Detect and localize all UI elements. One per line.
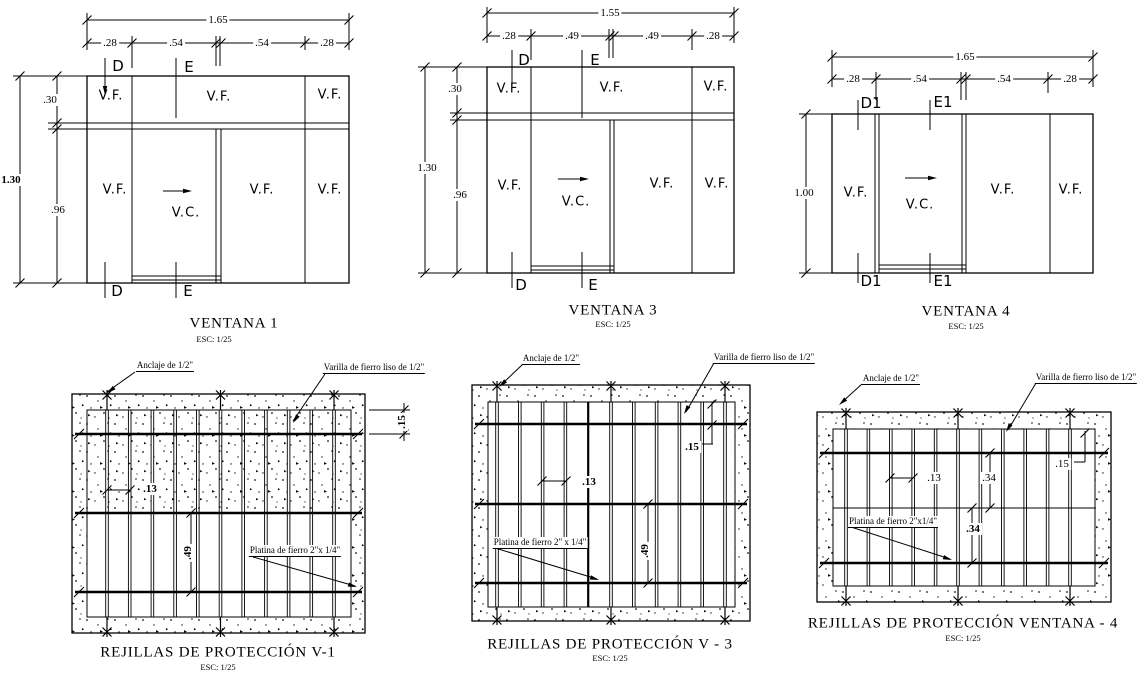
v4-section-d-top: D1: [860, 94, 882, 112]
r1-title: REJILLAS DE PROTECCIÓN V-1: [100, 644, 336, 661]
r3-dim-row-spacing: .49: [639, 544, 651, 558]
v1-cell-label: V.F.: [102, 182, 128, 198]
v3-section-e-bottom: E: [588, 276, 598, 294]
r4-platina-label: Platina de fierro 2"x1/4": [848, 516, 938, 526]
v3-dim-total-height: 1.30: [417, 162, 437, 174]
r1-dim-bar-spacing: .13: [143, 483, 157, 495]
v4-section-e-top: E1: [933, 93, 953, 111]
v1-dim-h1: .96: [51, 204, 65, 216]
r3-scale: ESC: 1/25: [592, 653, 628, 663]
v3-scale: ESC: 1/25: [595, 319, 631, 329]
rejilla-v3-drawing: [472, 363, 750, 625]
v3-cell-label: V.F.: [703, 79, 729, 95]
v4-dim-total-height: 1.00: [794, 187, 814, 199]
r3-dim-bar-spacing: .13: [582, 476, 596, 488]
v4-cell-label: V.F.: [990, 182, 1016, 198]
v1-dim-h0: .30: [43, 94, 57, 106]
v4-title: VENTANA 4: [921, 303, 1011, 320]
v1-cell-label: V.F.: [206, 89, 232, 105]
v3-dim-total-width: 1.55: [600, 7, 620, 19]
rejilla-ventana-4-drawing: [817, 383, 1111, 606]
v1-cell-label: V.F.: [317, 182, 343, 198]
v4-dim-total-width: 1.65: [955, 51, 975, 63]
v3-dim-h1: .96: [453, 189, 467, 201]
r1-varilla-label: Varilla de fierro liso de 1/2": [323, 362, 425, 372]
r3-dim-top: .15: [685, 441, 699, 453]
r3-varilla-label: Varilla de fierro liso de 1/2": [713, 352, 815, 362]
v1-cell-label: V.F.: [98, 88, 124, 104]
r3-platina-label: Platina de fierro 2" x 1/4": [493, 537, 587, 547]
v1-section-d-top: D: [112, 57, 124, 75]
v3-cell-label: V.F.: [497, 178, 523, 194]
v1-section-e-top: E: [184, 58, 194, 76]
v3-dim-w0: .28: [502, 30, 516, 42]
r3-title: REJILLAS DE PROTECCIÓN V - 3: [487, 636, 733, 653]
v1-scale: ESC: 1/25: [196, 334, 232, 344]
v4-dim-w3: .28: [1063, 73, 1077, 85]
v3-section-d-top: D: [518, 51, 530, 69]
v1-dim-total-height: 1.30: [1, 174, 21, 186]
v3-dim-w1: .49: [565, 30, 579, 42]
r4-title: REJILLAS DE PROTECCIÓN VENTANA - 4: [807, 615, 1119, 632]
rejilla-v1-drawing: [72, 372, 410, 637]
v3-section-d-bottom: D: [515, 276, 527, 294]
v4-dim-w0: .28: [846, 73, 860, 85]
v3-cell-label: V.F.: [599, 80, 625, 96]
r1-anclaje-label: Anclaje de 1/2": [136, 360, 194, 370]
r3-anclaje-label: Anclaje de 1/2": [522, 353, 580, 363]
v4-section-d-bottom: D1: [860, 272, 882, 290]
r1-dim-row-spacing: .49: [182, 546, 194, 560]
v3-title: VENTANA 3: [568, 302, 658, 319]
v1-dim-w2: .54: [255, 37, 269, 49]
v4-scale: ESC: 1/25: [948, 321, 984, 331]
v4-cell-label: V.F.: [1058, 182, 1084, 198]
v4-section-e-bottom: E1: [933, 272, 953, 290]
v4-cell-label: V.C.: [905, 197, 935, 213]
r1-platina-label: Platina de fierro 2"x 1/4": [249, 545, 341, 555]
v4-dim-w2: .54: [997, 73, 1011, 85]
v1-cell-label: V.C.: [171, 205, 201, 221]
v3-section-e-top: E: [590, 51, 600, 69]
ventana-1-drawing: [13, 13, 354, 298]
v1-dim-w1: .54: [169, 37, 183, 49]
v1-dim-w0: .28: [103, 37, 117, 49]
r4-anclaje-label: Anclaje de 1/2": [862, 373, 920, 383]
v3-cell-label: V.F.: [649, 176, 675, 192]
r4-scale: ESC: 1/25: [945, 633, 981, 643]
v3-dim-h0: .30: [448, 83, 462, 95]
v3-cell-label: V.F.: [496, 81, 522, 97]
v1-cell-label: V.F.: [249, 182, 275, 198]
v3-cell-label: V.F.: [704, 176, 730, 192]
r4-dim-top: .15: [1055, 458, 1069, 470]
v4-dim-w1: .54: [913, 73, 927, 85]
v3-cell-label: V.C.: [561, 194, 591, 210]
v1-title: VENTANA 1: [189, 315, 279, 332]
v3-dim-w2: .49: [645, 30, 659, 42]
r4-varilla-label: Varilla de fierro liso de 1/2": [1035, 372, 1137, 382]
v3-dim-w3: .28: [706, 30, 720, 42]
r4-dim-upper: .34: [982, 472, 996, 484]
v1-dim-w3: .28: [320, 37, 334, 49]
v4-cell-label: V.F.: [843, 185, 869, 201]
v1-cell-label: V.F.: [317, 87, 343, 103]
v1-dim-total-width: 1.65: [208, 14, 228, 26]
r4-dim-lower: .34: [966, 523, 980, 535]
r4-dim-bar-spacing: .13: [927, 472, 941, 484]
r1-scale: ESC: 1/25: [200, 662, 236, 672]
v1-section-e-bottom: E: [183, 282, 193, 300]
r1-dim-top: .15: [396, 415, 408, 429]
ventana-3-drawing: [418, 7, 739, 288]
v1-section-d-bottom: D: [111, 282, 123, 300]
